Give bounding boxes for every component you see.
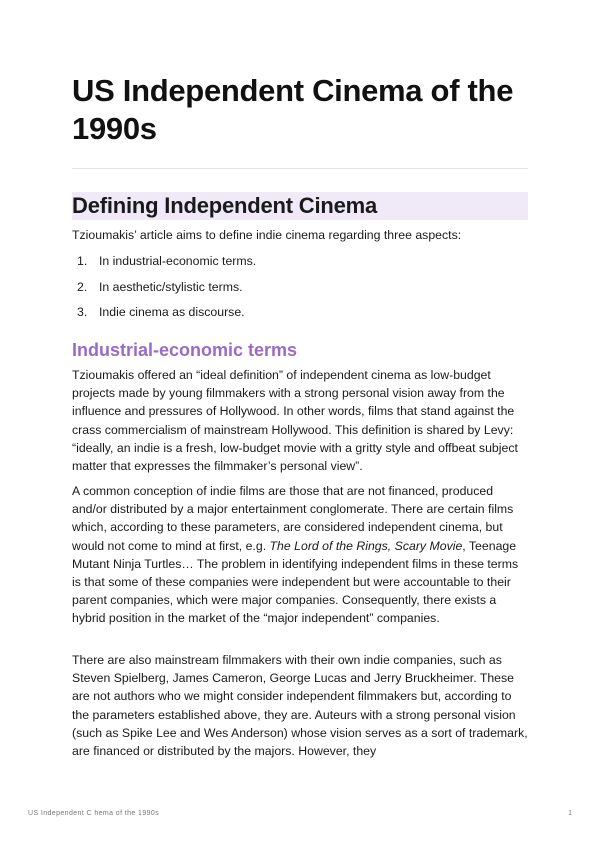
list-number: 1. <box>77 254 88 268</box>
list-text: In industrial-economic terms. <box>99 254 257 268</box>
intro-paragraph: Tzioumakis’ article aims to define indie cinema regarding three aspects: <box>72 228 462 242</box>
list-item <box>72 303 528 329</box>
list-text: In aesthetic/stylistic terms. <box>99 279 243 294</box>
separator: , <box>387 538 395 553</box>
film-title: The Lord of the Rings <box>269 538 388 553</box>
section-heading: Defining Independent Cinema <box>72 193 378 218</box>
page-number: 1 <box>568 810 572 817</box>
film-title: Scary Movie <box>394 538 463 553</box>
document-title: US Independent Cinema of the 1990s <box>72 73 514 146</box>
footer-document-title: US Independent C hema of the 1990s <box>28 810 160 817</box>
paragraph-text: A common conception of indie films are those that are not financed, produced and/or distributed by a major entertainment conglomerate. There are certain films which, according to these parameters, are considered independent cinema, but would not come to mind at first, e.g. <box>72 484 514 553</box>
section-heading-highlight <box>72 192 528 220</box>
list-number: 3. <box>77 305 88 319</box>
title-divider <box>72 168 528 169</box>
paragraph-text: , Teenage Mutant Ninja Turtles… The problem in identifying independent films in these terms is that some of these companies were independent but were accountable to their parent companies, which were major companies. Consequently, there exists a hybrid position in the market of the “major independent” companies. <box>72 538 519 626</box>
aspects-list <box>72 252 528 329</box>
paragraph-common-conception <box>72 482 528 628</box>
subheading: Industrial-economic terms <box>72 340 298 360</box>
list-item <box>72 252 528 278</box>
paragraph-ideal-definition: Tzioumakis offered an “ideal definition” of independent cinema as low-budget projects made by young filmmakers with a strong personal vision away from the influence and pressures of Hollywood. In other words, films that stand against the crass commercialism of mainstream Hollywood. This definition is shared by Levy: “ideally, an indie is a fresh, low-budget movie with a gritty style and offbeat subject matter that expresses the filmmaker’s personal view”. <box>72 368 518 474</box>
list-number: 2. <box>77 279 88 294</box>
list-item <box>72 278 528 304</box>
list-text: Indie cinema as discourse. <box>99 305 245 319</box>
paragraph-mainstream-filmmakers: There are also mainstream filmmakers with their own indie companies, such as Steven Spielberg, James Cameron, George Lucas and Jerry Bruckheimer. These are not authors who we might consider independent filmmakers but, according to the parameters established above, they are. Auteurs with a strong personal vision (such as Spike Lee and Wes Anderson) whose vision serves as a sort of trademark, are financed or distributed by the majors. However, they <box>72 653 528 759</box>
